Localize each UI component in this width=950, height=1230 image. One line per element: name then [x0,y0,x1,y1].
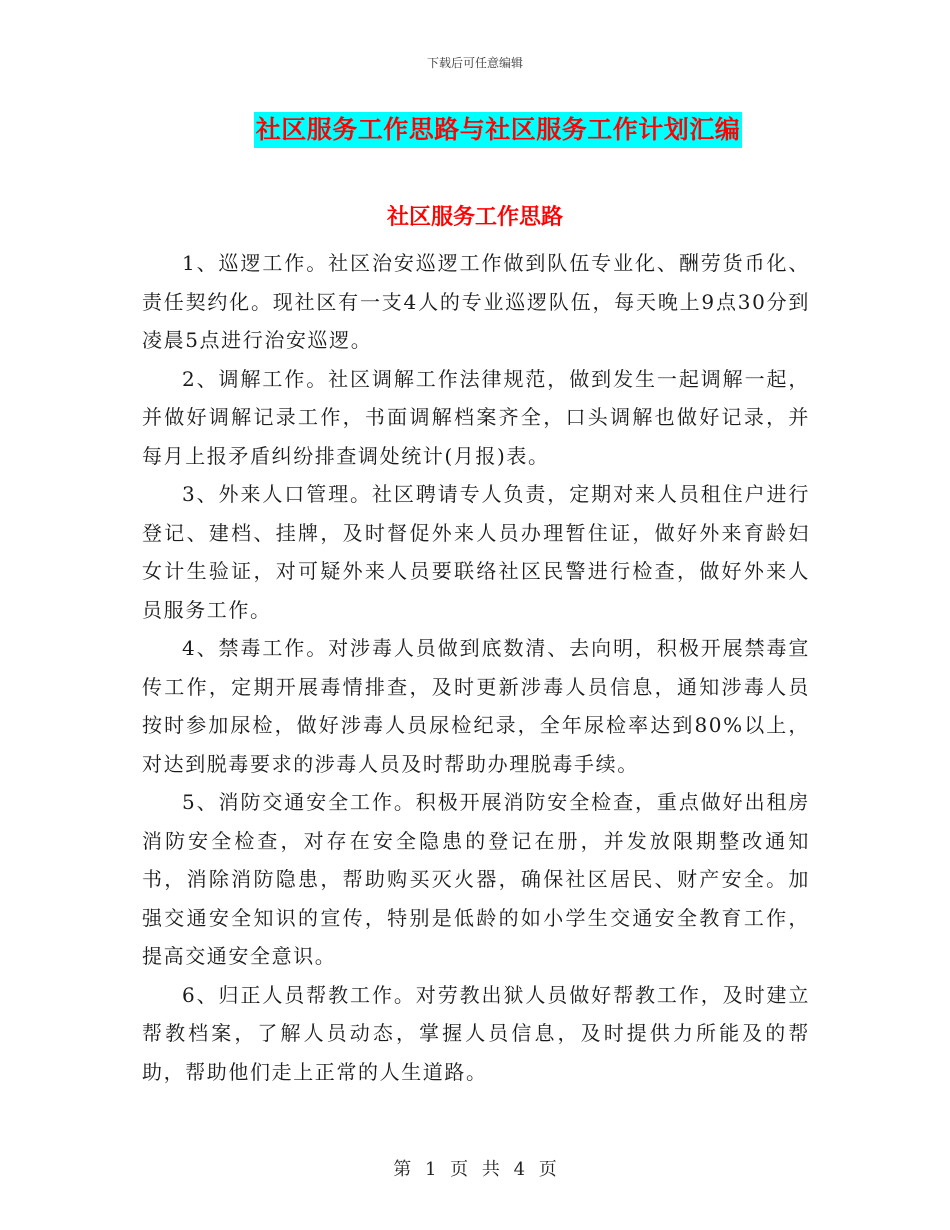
paragraph-anti-drug: 4、禁毒工作。对涉毒人员做到底数清、去向明，积极开展禁毒宣传工作，定期开展毒情排查，及时更新涉毒人员信息，通知涉毒人员按时参加尿检，做好涉毒人员尿检纪录，全年尿检率达到80%以上，对达到脱毒要求的涉毒人员及时帮助办理脱毒手续。 [142,636,810,776]
document-title: 社区服务工作思路与社区服务工作计划汇编 [254,112,743,148]
page-footer: 第 1 页 共 4 页 [393,1159,557,1180]
section-title: 社区服务工作思路 [386,205,563,230]
paragraph-migrant-management: 3、外来人口管理。社区聘请专人负责，定期对来人员租住户进行登记、建档、挂牌，及时督促外来人员办理暂住证，做好外来育龄妇女计生验证，对可疑外来人员要联络社区民警进行检查，做好外来人员服务工作。 [142,482,810,622]
paragraph-fire-traffic-safety: 5、消防交通安全工作。积极开展消防安全检查，重点做好出租房消防安全检查，对存在安全隐患的登记在册，并发放限期整改通知书，消除消防隐患，帮助购买灭火器，确保社区居民、财产安全。加强交通安全知识的宣传，特别是低龄的如小学生交通安全教育工作，提高交通安全意识。 [142,790,810,968]
paragraph-patrol: 1、巡逻工作。社区治安巡逻工作做到队伍专业化、酬劳货币化、责任契约化。现社区有一支4人的专业巡逻队伍，每天晚上9点30分到凌晨5点进行治安巡逻。 [142,251,810,352]
document-body [142,244,810,1091]
document-title-container [0,112,950,148]
paragraph-rehabilitation: 6、归正人员帮教工作。对劳教出狱人员做好帮教工作，及时建立帮教档案，了解人员动态，掌握人员信息，及时提供力所能及的帮助，帮助他们走上正常的人生道路。 [142,982,810,1084]
paragraph-mediation: 2、调解工作。社区调解工作法律规范，做到发生一起调解一起，并做好调解记录工作，书面调解档案齐全，口头调解也做好记录，并每月上报矛盾纠纷排查调处统计(月报)表。 [142,366,810,468]
header-note: 下载后可任意编辑 [426,56,523,70]
